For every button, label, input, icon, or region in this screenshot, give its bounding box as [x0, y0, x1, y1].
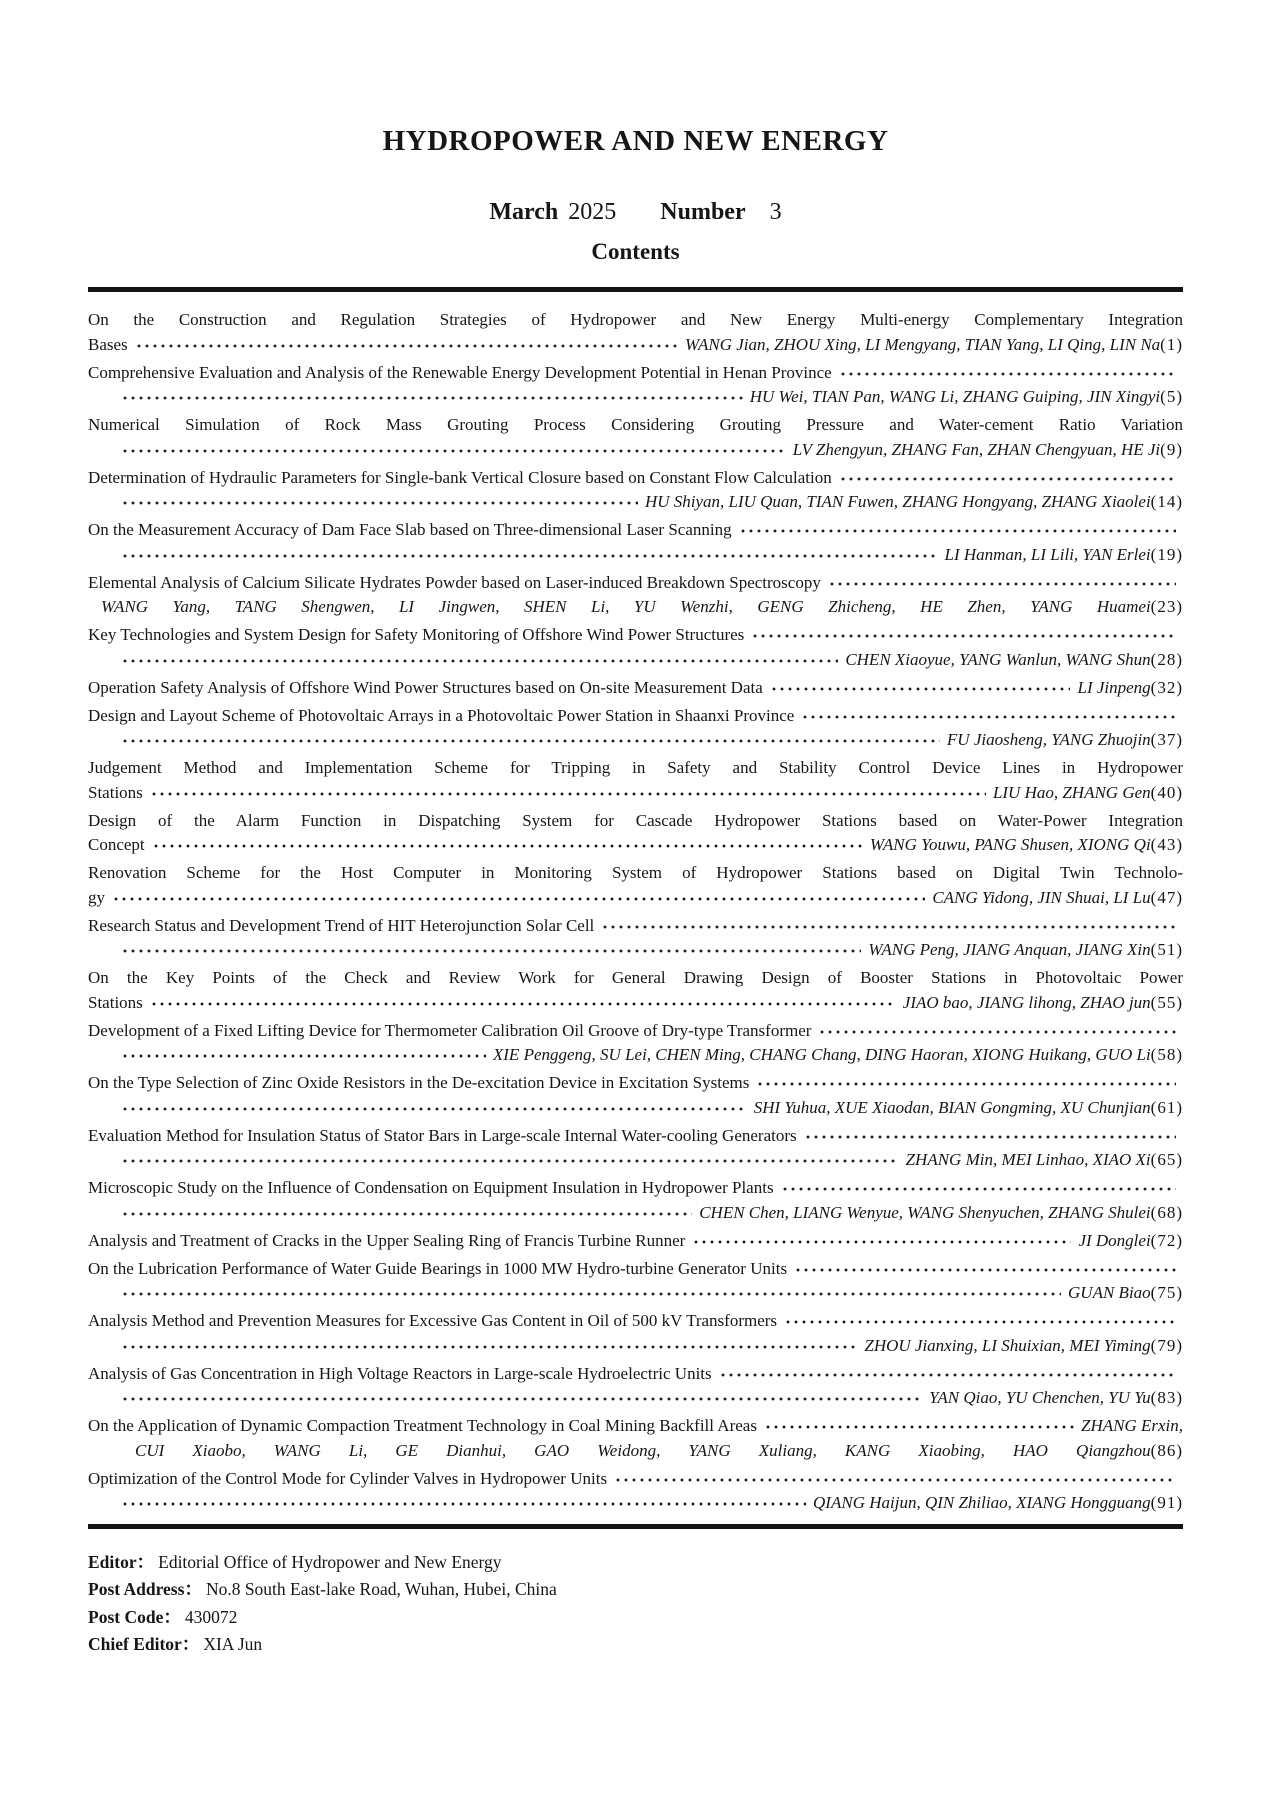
- toc-line: [88, 361, 1183, 386]
- toc-line: Design of the Alarm Function in Dispatching System for Cascade Hydropower Stations based on Water-Power Integration: [88, 810, 1183, 830]
- entry-page: (72): [1150, 1230, 1183, 1250]
- toc-line: [88, 543, 1183, 568]
- toc-entry: [88, 1362, 1183, 1411]
- dot-leader: [804, 1124, 1176, 1149]
- toc-line: [88, 914, 1183, 939]
- toc-line: Judgement Method and Implementation Scheme for Tripping in Safety and Stability Control Device Lines in Hydropower: [88, 758, 1183, 777]
- dot-leader: [784, 1309, 1176, 1334]
- entry-authors: WANG Yang, TANG Shengwen, LI Jingwen, SHEN Li, YU Wenzhi, GENG Zhicheng, HE Zhen, YANG Huamei: [101, 597, 1151, 616]
- entry-authors: CHEN Xiaoyue, YANG Wanlun, WANG Shun: [845, 649, 1151, 669]
- dot-leader: [828, 571, 1176, 596]
- toc-line: [88, 1439, 1183, 1464]
- entry-title-text: Bases: [88, 334, 128, 354]
- entry-page: (58): [1150, 1045, 1183, 1064]
- toc-line: [88, 518, 1183, 543]
- entry-authors: JIAO bao, JIANG lihong, ZHAO jun: [902, 992, 1151, 1012]
- entry-authors: CHEN Chen, LIANG Wenyue, WANG Shenyuchen, ZHANG Shulei: [699, 1202, 1151, 1222]
- imprint-label: Editor: [88, 1551, 137, 1572]
- issue-month: March: [489, 199, 559, 225]
- entry-page: (9): [1160, 439, 1183, 459]
- toc-line: [88, 466, 1183, 491]
- entry-title-text: Key Technologies and System Design for Safety Monitoring of Offshore Wind Power Structures: [88, 625, 745, 644]
- entry-page: (75): [1150, 1283, 1183, 1302]
- entry-title-text: Stations: [88, 992, 143, 1012]
- dot-leader: [839, 361, 1176, 386]
- toc-line: [88, 438, 1183, 463]
- toc-entry: [88, 571, 1183, 620]
- entry-authors: CANG Yidong, JIN Shuai, LI Lu: [932, 887, 1151, 907]
- entry-title-text: Analysis of Gas Concentration in High Voltage Reactors in Large-scale Hydroelectric Units: [88, 1363, 712, 1383]
- dot-leader: [121, 1281, 1061, 1306]
- toc-entry: [88, 756, 1183, 805]
- entry-title-text: Comprehensive Evaluation and Analysis of the Renewable Energy Development Potential in Henan Province: [88, 362, 832, 382]
- toc-entry: [88, 914, 1183, 963]
- issue-line: [88, 198, 1183, 226]
- toc-line: [88, 833, 1183, 858]
- dot-leader: [152, 833, 863, 858]
- entry-authors: ZHANG Min, MEI Linhao, XIAO Xi: [905, 1150, 1151, 1169]
- entry-authors: FU Jiaosheng, YANG Zhuojin: [946, 730, 1151, 749]
- entry-page: (86): [1150, 1440, 1183, 1460]
- toc-entry: [88, 966, 1183, 1015]
- imprint-value: XIA Jun: [203, 1634, 263, 1654]
- entry-authors: HU Shiyan, LIU Quan, TIAN Fuwen, ZHANG Hongyang, ZHANG Xiaolei: [644, 492, 1151, 511]
- toc-entry: [88, 518, 1183, 567]
- toc-line: [88, 490, 1183, 515]
- toc-line: [88, 385, 1183, 410]
- entry-page: (51): [1150, 940, 1183, 959]
- entry-authors: ZHANG Erxin,: [1081, 1416, 1183, 1435]
- toc-line: [88, 676, 1183, 701]
- toc-line: [88, 1148, 1183, 1173]
- toc-line: [88, 938, 1183, 963]
- entry-title-text: Analysis Method and Prevention Measures for Excessive Gas Content in Oil of 500 kV Transformers: [88, 1311, 778, 1330]
- toc-line: [88, 571, 1183, 596]
- dot-leader: [601, 914, 1176, 939]
- entry-title-text: Design and Layout Scheme of Photovoltaic Arrays in a Photovoltaic Power Station in Shaanxi Province: [88, 705, 795, 725]
- entry-authors: WANG Peng, JIANG Anquan, JIANG Xin: [868, 940, 1151, 959]
- toc-entry: [88, 809, 1183, 858]
- dot-leader: [112, 886, 925, 911]
- toc-line: [88, 648, 1183, 673]
- imprint-chief-editor: [88, 1631, 1183, 1659]
- dot-leader: [121, 648, 838, 673]
- entry-authors: LIU Hao, ZHANG Gen: [992, 782, 1151, 802]
- entry-page: (79): [1150, 1335, 1183, 1355]
- toc-entry: [88, 1071, 1183, 1120]
- imprint-label: Post Address: [88, 1579, 185, 1599]
- dot-leader: [121, 1491, 806, 1516]
- toc-entry: [88, 1309, 1183, 1358]
- imprint-post-address: [88, 1576, 1183, 1604]
- imprint-editor: [88, 1549, 1183, 1577]
- dot-leader: [121, 938, 861, 963]
- dot-leader: [121, 1148, 899, 1173]
- toc-entry: [88, 413, 1183, 462]
- entry-authors: GUAN Biao: [1068, 1283, 1151, 1302]
- entry-title-text: Determination of Hydraulic Parameters for Single-bank Vertical Closure based on Constant Flow Calculation: [88, 467, 832, 487]
- entry-page: (28): [1150, 649, 1183, 669]
- dot-leader: [135, 333, 678, 358]
- toc-line: [88, 1257, 1183, 1282]
- toc-line: [88, 1309, 1183, 1334]
- toc-line: [88, 1334, 1183, 1359]
- entry-page: (47): [1150, 887, 1183, 907]
- entry-page: (37): [1150, 730, 1183, 749]
- entry-page: (61): [1150, 1097, 1183, 1117]
- entry-authors: HU Wei, TIAN Pan, WANG Li, ZHANG Guiping, JIN Xingyi: [749, 387, 1161, 406]
- entry-title-text: Analysis and Treatment of Cracks in the Upper Sealing Ring of Francis Turbine Runner: [88, 1230, 686, 1250]
- toc-line: [88, 1491, 1183, 1516]
- entry-authors: LV Zhengyun, ZHANG Fan, ZHAN Chengyuan, HE Ji: [792, 439, 1161, 459]
- entry-title-text: Evaluation Method for Insulation Status of Stator Bars in Large-scale Internal Water-cooling Generators: [88, 1125, 797, 1145]
- entry-authors: WANG Youwu, PANG Shusen, XIONG Qi: [869, 835, 1151, 854]
- toc-line: [88, 1124, 1183, 1149]
- entry-authors: LI Hanman, LI Lili, YAN Erlei: [944, 544, 1151, 564]
- entry-title-text: Concept: [88, 835, 145, 854]
- toc-line: [88, 1019, 1183, 1044]
- entry-page: (40): [1150, 782, 1183, 802]
- entry-page: (91): [1150, 1493, 1183, 1512]
- contents-title: Contents: [591, 239, 680, 264]
- dot-leader: [150, 991, 896, 1016]
- entry-title-text: On the Application of Dynamic Compaction Treatment Technology in Coal Mining Backfill Areas: [88, 1416, 757, 1435]
- imprint-colon: ：: [136, 1551, 155, 1572]
- issue-number: 3: [769, 199, 782, 225]
- toc-line: [88, 1176, 1183, 1201]
- dot-leader: [839, 466, 1176, 491]
- toc-line: [88, 1201, 1183, 1226]
- entry-page: (43): [1150, 835, 1183, 854]
- toc-line: [88, 1071, 1183, 1096]
- entry-page: (83): [1150, 1388, 1183, 1407]
- entry-authors: ZHOU Jianxing, LI Shuixian, MEI Yiming: [864, 1335, 1151, 1355]
- dot-leader: [121, 1201, 692, 1226]
- toc-line: [88, 1281, 1183, 1306]
- toc-entry: [88, 466, 1183, 515]
- toc-entry: [88, 1176, 1183, 1225]
- dot-leader: [692, 1229, 1071, 1254]
- issue-year: 2025: [568, 199, 617, 225]
- double-rule-top: [88, 287, 1183, 292]
- imprint-value: Editorial Office of Hydropower and New Energy: [158, 1551, 502, 1572]
- imprint-colon: ：: [163, 1606, 181, 1627]
- toc-entry: [88, 676, 1183, 701]
- toc-line: [88, 728, 1183, 753]
- dot-leader: [751, 623, 1176, 648]
- toc-entry: [88, 1124, 1183, 1173]
- toc-line: [88, 1414, 1183, 1439]
- toc-entry: [88, 1414, 1183, 1463]
- imprint-label: Post Code: [88, 1606, 164, 1627]
- double-rule-bottom: [88, 1524, 1183, 1529]
- entry-title-text: On the Type Selection of Zinc Oxide Resistors in the De-excitation Device in Excitation Systems: [88, 1073, 750, 1092]
- toc-line: [88, 595, 1183, 620]
- toc-entry: [88, 704, 1183, 753]
- masthead: [88, 0, 1183, 265]
- imprint-value: 430072: [184, 1606, 238, 1627]
- dot-leader: [719, 1362, 1176, 1387]
- dot-leader: [121, 1043, 486, 1068]
- entry-title-text: On the Lubrication Performance of Water Guide Bearings in 1000 MW Hydro-turbine Generator Units: [88, 1258, 788, 1278]
- entry-authors: YAN Qiao, YU Chenchen, YU Yu: [929, 1388, 1151, 1407]
- entry-title-text: On the Measurement Accuracy of Dam Face Slab based on Three-dimensional Laser Scanning: [88, 520, 732, 539]
- entry-page: (65): [1150, 1150, 1183, 1169]
- dot-leader: [121, 438, 786, 463]
- dot-leader: [121, 385, 743, 410]
- entry-authors: JI Donglei: [1078, 1230, 1151, 1250]
- entry-authors: SHI Yuhua, XUE Xiaodan, BIAN Gongming, XU Chunjian: [753, 1097, 1151, 1117]
- dot-leader: [818, 1019, 1176, 1044]
- entry-page: (32): [1150, 677, 1183, 697]
- entry-title-text: gy: [88, 887, 105, 907]
- imprint-value: No.8 South East-lake Road, Wuhan, Hubei, China: [205, 1579, 557, 1599]
- toc-entry: [88, 1467, 1183, 1516]
- imprint-colon: ：: [181, 1634, 200, 1654]
- imprint-post-code: [88, 1604, 1183, 1632]
- entry-authors: XIE Penggeng, SU Lei, CHEN Ming, CHANG Chang, DING Haoran, XIONG Huikang, GUO Li: [492, 1045, 1151, 1064]
- entry-authors: CUI Xiaobo, WANG Li, GE Dianhui, GAO Weidong, YANG Xuliang, KANG Xiaobing, HAO Qiangzhou: [135, 1440, 1151, 1460]
- entry-title-text: Elemental Analysis of Calcium Silicate Hydrates Powder based on Laser-induced Breakdown Spectroscopy: [88, 572, 821, 592]
- dot-leader: [121, 1096, 747, 1121]
- imprint-footer: [88, 1549, 1183, 1659]
- entry-page: (14): [1150, 492, 1183, 511]
- dot-leader: [781, 1176, 1176, 1201]
- toc-entry: [88, 308, 1183, 357]
- entry-title-text: Optimization of the Control Mode for Cylinder Valves in Hydropower Units: [88, 1468, 608, 1488]
- toc-entries: [88, 308, 1183, 1516]
- dot-leader: [121, 1386, 922, 1411]
- dot-leader: [121, 1334, 857, 1359]
- entry-page: (68): [1150, 1202, 1183, 1222]
- toc-entry: [88, 1229, 1183, 1254]
- number-label: Number: [660, 199, 746, 225]
- toc-entry: [88, 1257, 1183, 1306]
- toc-line: [88, 1043, 1183, 1068]
- toc-line: On the Construction and Regulation Strategies of Hydropower and New Energy Multi-energy Complementary Integration: [88, 310, 1183, 329]
- dot-leader: [121, 543, 938, 568]
- toc-line: [88, 886, 1183, 911]
- dot-leader: [150, 781, 986, 806]
- toc-line: [88, 1362, 1183, 1387]
- toc-entry: [88, 623, 1183, 672]
- imprint-label: Chief Editor: [88, 1634, 182, 1654]
- toc-entry: [88, 1019, 1183, 1068]
- toc-line: Numerical Simulation of Rock Mass Grouting Process Considering Grouting Pressure and Water-cement Ratio Variation: [88, 415, 1183, 434]
- entry-authors: LI Jinpeng: [1077, 677, 1151, 697]
- toc-line: [88, 704, 1183, 729]
- dot-leader: [764, 1414, 1074, 1439]
- toc-line: [88, 1467, 1183, 1492]
- toc-line: [88, 1096, 1183, 1121]
- entry-page: (19): [1150, 544, 1183, 564]
- entry-title-text: Microscopic Study on the Influence of Condensation on Equipment Insulation in Hydropower Plants: [88, 1178, 774, 1197]
- dot-leader: [614, 1467, 1176, 1492]
- entry-authors: QIANG Haijun, QIN Zhiliao, XIANG Hongguang: [813, 1493, 1151, 1512]
- dot-leader: [794, 1257, 1176, 1282]
- toc-line: [88, 623, 1183, 648]
- toc-line: Renovation Scheme for the Host Computer in Monitoring System of Hydropower Stations based on Digital Twin Technolo-: [88, 863, 1183, 882]
- entry-page: (23): [1150, 597, 1183, 616]
- toc-line: [88, 781, 1183, 806]
- entry-title-text: Operation Safety Analysis of Offshore Wind Power Structures based on On-site Measurement Data: [88, 677, 763, 697]
- dot-leader: [121, 728, 940, 753]
- dot-leader: [770, 676, 1071, 701]
- toc-line: [88, 1229, 1183, 1254]
- dot-leader: [739, 518, 1176, 543]
- entry-page: (55): [1150, 992, 1183, 1012]
- entry-title-text: Research Status and Development Trend of HIT Heterojunction Solar Cell: [88, 915, 595, 935]
- toc-line: [88, 1386, 1183, 1411]
- entry-title-text: Stations: [88, 782, 143, 802]
- imprint-colon: ：: [184, 1579, 202, 1599]
- toc-line: On the Key Points of the Check and Review Work for General Drawing Design of Booster Stations in Photovoltaic Power: [88, 968, 1183, 987]
- toc-line: [88, 991, 1183, 1016]
- entry-page: (1): [1160, 334, 1183, 354]
- entry-page: (5): [1160, 387, 1183, 406]
- dot-leader: [801, 704, 1176, 729]
- dot-leader: [756, 1071, 1176, 1096]
- entry-title-text: Development of a Fixed Lifting Device for Thermometer Calibration Oil Groove of Dry-type Transformer: [88, 1020, 812, 1040]
- entry-authors: WANG Jian, ZHOU Xing, LI Mengyang, TIAN Yang, LI Qing, LIN Na: [685, 334, 1161, 354]
- journal-title: HYDROPOWER AND NEW ENERGY: [382, 125, 889, 157]
- dot-leader: [121, 490, 638, 515]
- toc-entry: [88, 861, 1183, 910]
- toc-entry: [88, 361, 1183, 410]
- toc-line: [88, 333, 1183, 358]
